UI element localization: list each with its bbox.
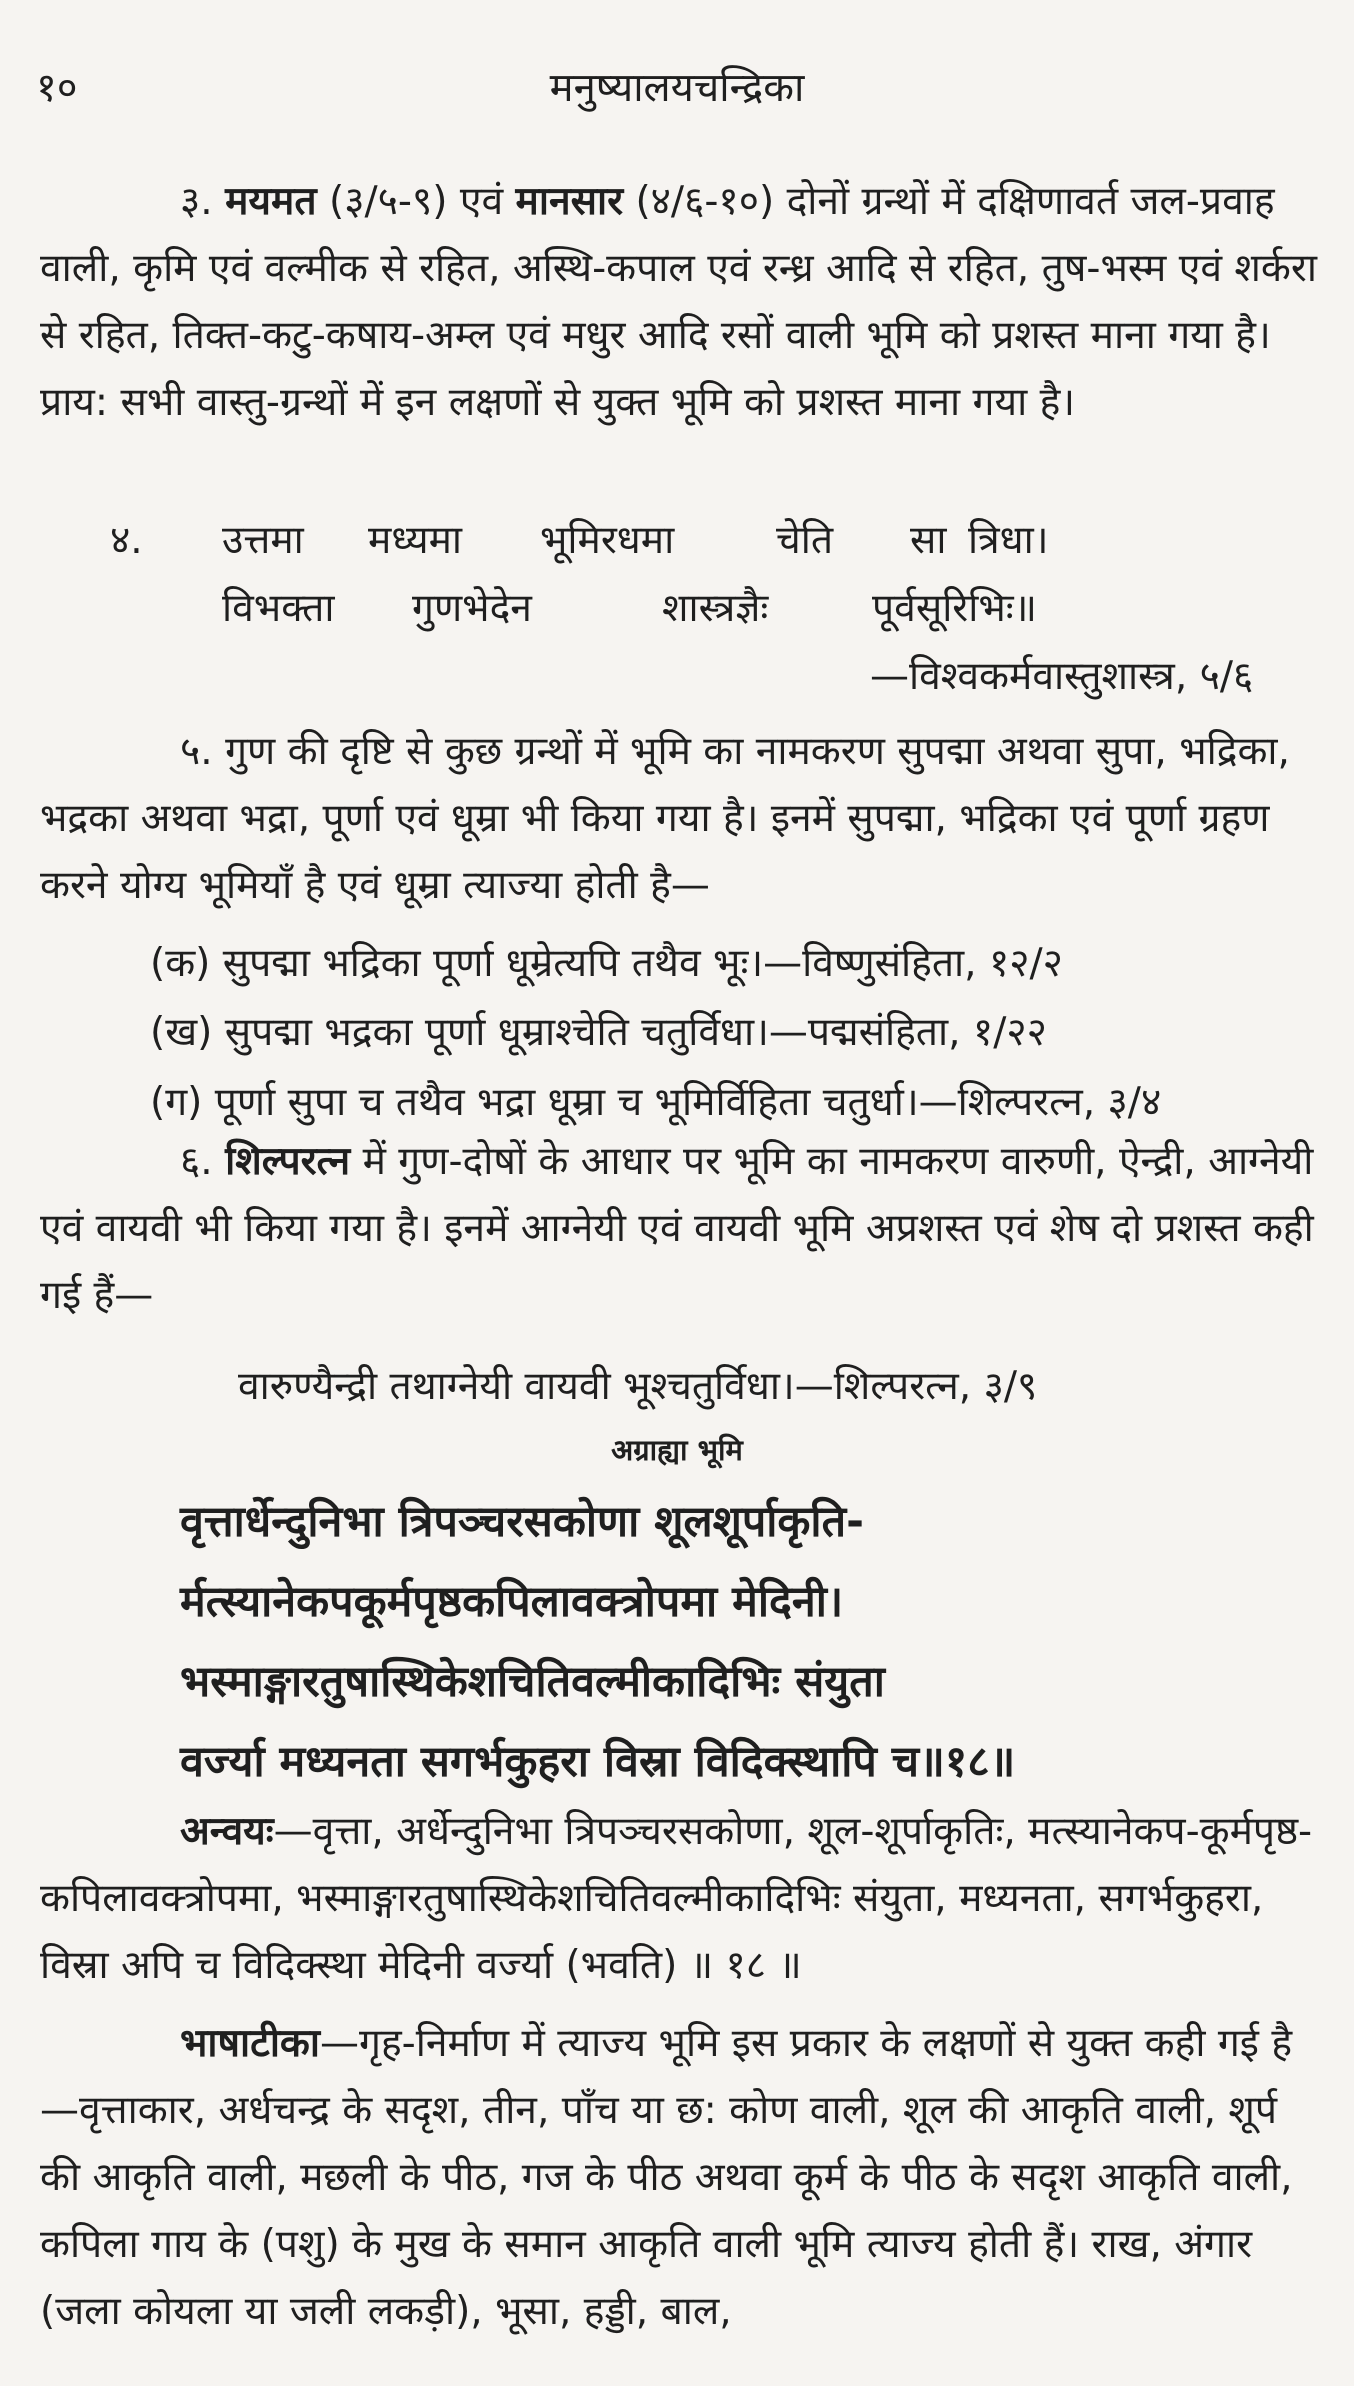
note-4-verse-word: सा bbox=[910, 518, 947, 563]
note-3-number: ३. bbox=[180, 179, 213, 224]
note-5-quote-ga: (ग) पूर्णा सुपा च तथैव भद्रा धूम्रा च भूमिर्विहिता चतुर्धा।—शिल्परत्न, ३/४ bbox=[150, 1080, 1162, 1125]
note-4-verse-word: विभक्ता bbox=[222, 586, 335, 631]
note-4-verse-word: गुणभेदेन bbox=[412, 586, 532, 631]
bhashatika-text: —गृह-निर्माण में त्याज्य भूमि इस प्रकार के लक्षणों से युक्त कही गई है—वृत्ताकार, अर्धचन्द्र के सदृश, तीन, पाँच या छ: कोण वाली, शूल की आकृति वाली, शूर्प की आकृति वाली, मछली के पीठ, गज के पीठ अथवा कूर्म के पीठ के सदृश आकृति वाली, कपिला गाय के (पशु) के मुख के समान आकृति वाली भूमि त्याज्य होती हैं। राख, अंगार (जला कोयला या जली लकड़ी), भूसा, हड्डी, बाल, bbox=[40, 2021, 1293, 2334]
note-4-verse-word: चेति bbox=[776, 518, 834, 563]
anvaya-label: अन्वयः bbox=[180, 1809, 274, 1854]
note-6-text: में गुण-दोषों के आधार पर भूमि का नामकरण वारुणी, ऐन्द्री, आग्नेयी एवं वायवी भी किया गया है। इनमें आग्नेयी एवं वायवी भूमि अप्रशस्त एवं शेष दो प्रशस्त कही गई हैं— bbox=[40, 1139, 1314, 1318]
note-4-verse-word: त्रिधा। bbox=[968, 518, 1049, 563]
note-6-paragraph bbox=[40, 1128, 1320, 1329]
running-title: मनुष्यालयचन्द्रिका bbox=[549, 65, 805, 111]
note-4-verse-word: शास्त्रज्ञैः bbox=[662, 586, 769, 631]
note-6-number: ६. bbox=[180, 1139, 213, 1184]
verse-line: वर्ज्या मध्यनता सगर्भकुहरा विस्रा विदिक्स्थापि च॥१८॥ bbox=[180, 1737, 1016, 1787]
note-4-verse-word: भूमिरधमा bbox=[540, 518, 675, 563]
page-number: १० bbox=[36, 65, 78, 111]
bhashatika-paragraph bbox=[40, 2010, 1320, 2345]
note-6-ref-shilparatna: शिल्परत्न bbox=[225, 1139, 351, 1184]
note-3-ref-manasara: मानसार bbox=[515, 179, 624, 224]
note-4-number: ४. bbox=[110, 518, 143, 563]
note-5-quote-kha: (ख) सुपद्मा भद्रका पूर्णा धूम्राश्चेति चतुर्विधा।—पद्मसंहिता, १/२२ bbox=[150, 1010, 1047, 1055]
verse-line: र्मत्स्यानेकपकूर्मपृष्ठकपिलावक्त्रोपमा मेदिनी। bbox=[180, 1577, 844, 1627]
note-3-ref-mayamata-loc: (३/५-९) एवं bbox=[329, 179, 504, 224]
note-4-verse-word: मध्यमा bbox=[368, 518, 463, 563]
note-4-verse-word: पूर्वसूरिभिः॥ bbox=[872, 586, 1038, 631]
section-heading: अग्राह्या भूमि bbox=[611, 1433, 743, 1467]
verse-line: भस्माङ्गारतुषास्थिकेशचितिवल्मीकादिभिः संयुता bbox=[180, 1657, 885, 1707]
note-4-verse-word: उत्तमा bbox=[222, 518, 304, 563]
note-5-paragraph: ५. गुण की दृष्टि से कुछ ग्रन्थों में भूमि का नामकरण सुपद्मा अथवा सुपा, भद्रिका, भद्रका अथवा भद्रा, पूर्णा एवं धूम्रा भी किया गया है। इनमें सुपद्मा, भद्रिका एवं पूर्णा ग्रहण करने योग्य भूमियाँ है एवं धूम्रा त्याज्या होती है— bbox=[40, 729, 1290, 908]
note-5-quote-ka: (क) सुपद्मा भद्रिका पूर्णा धूम्रेत्यपि तथैव भूः।—विष्णुसंहिता, १२/२ bbox=[150, 941, 1063, 986]
note-3-paragraph bbox=[40, 168, 1320, 436]
verse-line: वृत्तार्धेन्दुनिभा त्रिपञ्चरसकोणा शूलशूर्पाकृति- bbox=[180, 1497, 864, 1547]
anvaya-text: —वृत्ता, अर्धेन्दुनिभा त्रिपञ्चरसकोणा, शूल-शूर्पाकृतिः, मत्स्यानेकप-कूर्मपृष्ठ-कपिलावक्त्रोपमा, भस्माङ्गारतुषास्थिकेशचितिवल्मीकादिभिः संयुता, मध्यनता, सगर्भकुहरा, विस्रा अपि च विदिक्स्था मेदिनी वर्ज्या (भवति) ॥ १८ ॥ bbox=[40, 1809, 1313, 1988]
note-3-ref-mayamata: मयमत bbox=[225, 179, 317, 224]
note-3-text: (४/६-१०) दोनों ग्रन्थों में दक्षिणावर्त जल-प्रवाह वाली, कृमि एवं वल्मीक से रहित, अस्थि-कपाल एवं रन्ध्र आदि से रहित, तुष-भस्म एवं शर्करा से रहित, तिक्त-कटु-कषाय-अम्ल एवं मधुर आदि रसों वाली भूमि को प्रशस्त माना गया है। प्राय: सभी वास्तु-ग्रन्थों में इन लक्षणों से युक्त भूमि को प्रशस्त माना गया है। bbox=[40, 179, 1317, 425]
note-4-source: —विश्वकर्मवास्तुशास्त्र, ५/६ bbox=[870, 654, 1254, 699]
bhashatika-label: भाषाटीका bbox=[180, 2021, 320, 2066]
anvaya-paragraph bbox=[40, 1798, 1320, 1999]
note-6-quote: वारुण्यैन्द्री तथाग्नेयी वायवी भूश्चतुर्विधा।—शिल्परत्न, ३/९ bbox=[238, 1364, 1038, 1409]
